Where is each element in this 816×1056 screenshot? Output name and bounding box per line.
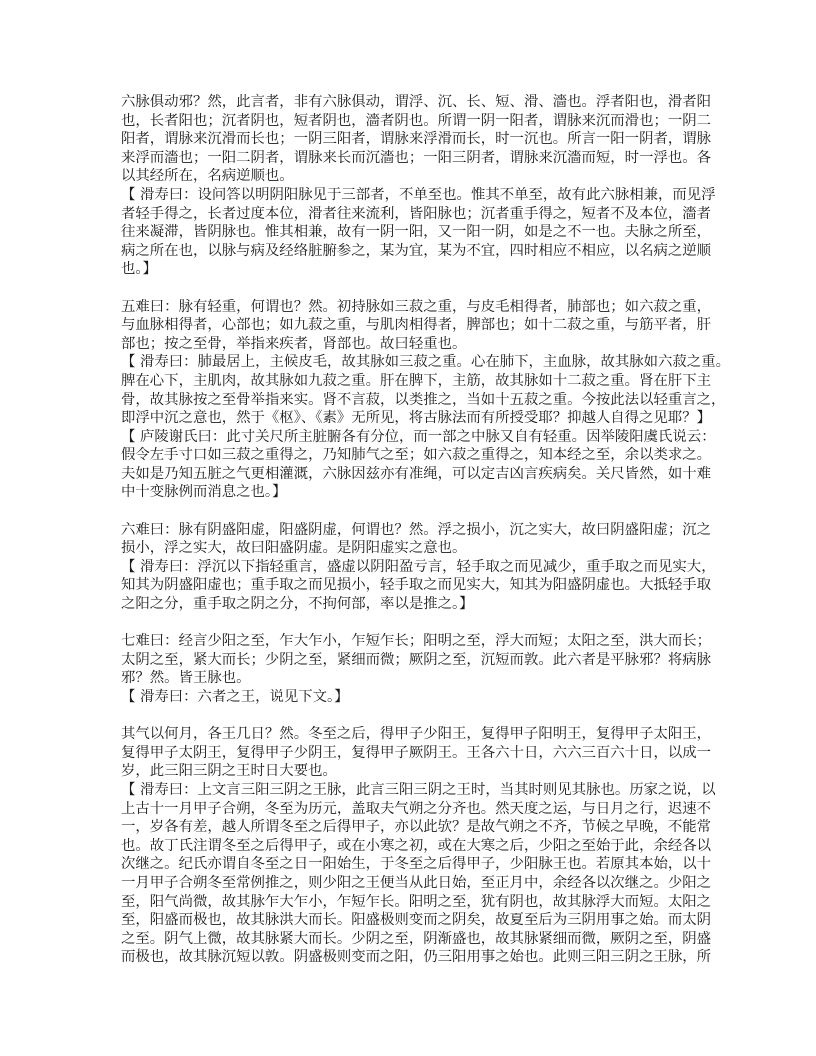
text-line: 中十变脉例而消息之也。】 [121, 484, 287, 501]
text-line: 邪？然。皆王脉也。 [121, 670, 251, 687]
section [121, 725, 716, 967]
text-line: 来浮而濇也；一阳二阴者，谓脉来长而沉濇也；一阳三阴者，谓脉来沉濇而短，时一浮也。各 [121, 149, 712, 166]
text-line: 【 庐陵谢氏曰：此寸关尺所主脏腑各有分位，而一部之中脉又自有轻重。因举陵阳虞氏说云： [121, 428, 716, 445]
commentary-paragraph [121, 781, 716, 967]
text-line: 往来凝滞，皆阴脉也。惟其相兼，故有一阴一阳，又一阳一阴，如是之不一也。夫脉之所至， [121, 224, 712, 241]
text-line: 知其为阴盛阳虚也；重手取之而见损小，轻手取之而见实大，知其为阳盛阴虚也。大抵轻手取 [121, 577, 712, 594]
text-line: 者轻手得之，长者过度本位，滑者往来流利，皆阳脉也；沉者重手得之，短者不及本位，濇者 [121, 205, 712, 222]
text-line: 太阴之至，紧大而长；少阴之至，紧细而微；厥阴之至，沉短而敦。此六者是平脉邪？将病脉 [121, 651, 712, 668]
text-line: 而极也，故其脉沉短以敦。阴盛极则变而之阳，仍三阳用事之始也。此则三阳三阴之王脉，所 [121, 949, 712, 966]
text-line: 损小，浮之实大，故曰阳盛阴虚。是阴阳虚实之意也。 [121, 540, 467, 557]
text-line: 上古十一月甲子合朔，冬至为历元，盖取夫气朔之分齐也。然天度之运，与日月之行，迟速不 [121, 800, 712, 817]
text-line: 阳者，谓脉来沉滑而长也；一阴三阳者，谓脉来浮滑而长，时一沉也。所言一阳一阴者，谓脉 [121, 131, 712, 148]
text-line: 【 滑寿曰：上文言三阳三阴之王脉，此言三阳三阴之王时，当其时则见其脉也。历家之说，以 [121, 781, 716, 798]
text-line: 也，长者阳也；沉者阴也，短者阴也，濇者阴也。所谓一阴一阳者，谓脉来沉而滑也；一阴二 [121, 112, 712, 129]
text-paragraph [121, 298, 712, 354]
document-page [121, 93, 730, 986]
text-paragraph [121, 93, 712, 186]
text-line: 骨，故其脉按之至骨举指来实。肾不言菽，以类推之，当如十五菽之重。今按此法以轻重言之， [121, 391, 726, 408]
text-line: 至，阳气尚微，故其脉乍大乍小，乍短乍长。阳明之至，犹有阴也，故其脉浮大而短。太阳之 [121, 893, 712, 910]
text-paragraph [121, 632, 712, 688]
commentary-paragraph [121, 428, 716, 502]
text-line: 也。】 [121, 261, 157, 278]
text-paragraph [121, 521, 712, 558]
text-line: 脾在心下，主肌肉，故其脉如九菽之重。肝在脾下，主筋，故其脉如十二菽之重。肾在肝下主 [121, 372, 712, 389]
section [121, 298, 730, 503]
text-line: 一月甲子合朔冬至常例推之，则少阳之王便当从此日始，至正月中，余经各以次继之。少阳之 [121, 874, 712, 891]
text-line: 一，岁各有差，越人所谓冬至之后得甲子，亦以此欤？是故气朔之不齐，节候之早晚，不能常 [121, 819, 712, 836]
text-line: 七难曰：经言少阳之至，乍大乍小，乍短乍长；阳明之至，浮大而短；太阳之至，洪大而长； [121, 633, 712, 650]
text-line: 假令左手寸口如三菽之重得之，乃知肺气之至；如六菽之重得之，知本经之至，余以类求之。 [121, 447, 712, 464]
text-line: 其气以何月，各王几日？然。冬至之后，得甲子少阳王，复得甲子阳明王，复得甲子太阳王， [121, 726, 712, 743]
text-line: 【 滑寿曰：六者之王，说见下文。】 [121, 689, 349, 705]
text-line: 岁，此三阳三阴之王时日大要也。 [121, 763, 337, 780]
text-line: 五难曰：脉有轻重，何谓也？然。初持脉如三菽之重，与皮毛相得者，肺部也；如六菽之重， [121, 298, 712, 315]
text-line: 之阳之分，重手取之阴之分，不拘何部，率以是推之。】 [121, 596, 474, 613]
text-line: 六难曰：脉有阴盛阳虚，阳盛阴虚，何谓也？然。浮之损小，沉之实大，故曰阴盛阳虚；沉之 [121, 521, 712, 538]
text-line: 【 滑寿曰：设问答以明阴阳脉见于三部者，不单至也。惟其不单至，故有此六脉相兼，而见浮 [121, 186, 716, 203]
section [121, 93, 716, 279]
text-line: 六脉俱动邪？然，此言者，非有六脉俱动，谓浮、沉、长、短、滑、濇也。浮者阳也，滑者阳 [121, 94, 712, 110]
commentary-paragraph [121, 353, 730, 427]
section [121, 632, 712, 706]
text-line: 部也；按之至骨，举指来疾者，肾部也。故曰轻重也。 [121, 335, 467, 352]
text-line: 复得甲子太阴王，复得甲子少阴王，复得甲子厥阴王。王各六十日，六六三百六十日，以成一 [121, 744, 712, 761]
commentary-paragraph [121, 558, 716, 614]
commentary-paragraph [121, 186, 716, 279]
commentary-paragraph [121, 688, 701, 707]
text-line: 之至。阴气上微，故其脉紧大而长。少阴之至，阴渐盛也，故其脉紧细而微，厥阴之至，阴盛 [121, 930, 712, 947]
text-line: 【 滑寿曰：肺最居上，主候皮毛，故其脉如三菽之重。心在肺下，主血脉，故其脉如六菽之重。 [121, 354, 730, 371]
text-line: 夫如是乃知五脏之气更相灌溉，六脉因兹亦有准绳，可以定吉凶言疾病矣。关尺皆然，如十难 [121, 465, 712, 482]
section [121, 521, 716, 614]
text-line: 即浮中沉之意也，然于《枢》、《素》无所见，将古脉法而有所授受耶？抑越人自得之见耶？】 [121, 410, 712, 427]
text-line: 以其经所在，名病逆顺也。 [121, 168, 294, 185]
text-line: 也。故丁氏注谓冬至之后得甲子，或在小寒之初，或在大寒之后，少阳之至始于此，余经各以 [121, 837, 712, 854]
text-line: 【 滑寿曰：浮沉以下指轻重言，盛虚以阴阳盈亏言，轻手取之而见减少，重手取之而见实大， [121, 558, 716, 575]
text-line: 病之所在也，以脉与病及经络脏腑参之，某为宜，某为不宜，四时相应不相应，以名病之逆顺 [121, 242, 712, 259]
text-line: 至，阳盛而极也，故其脉洪大而长。阳盛极则变而之阴矣，故夏至后为三阴用事之始。而太阴 [121, 912, 712, 929]
text-line: 与血脉相得者，心部也；如九菽之重，与肌肉相得者，脾部也；如十二菽之重，与筋平者，肝 [121, 317, 712, 334]
text-paragraph [121, 725, 712, 781]
text-line: 次继之。纪氏亦谓自冬至之日一阳始生，于冬至之后得甲子，少阳脉王也。若原其本始，以十 [121, 856, 712, 873]
